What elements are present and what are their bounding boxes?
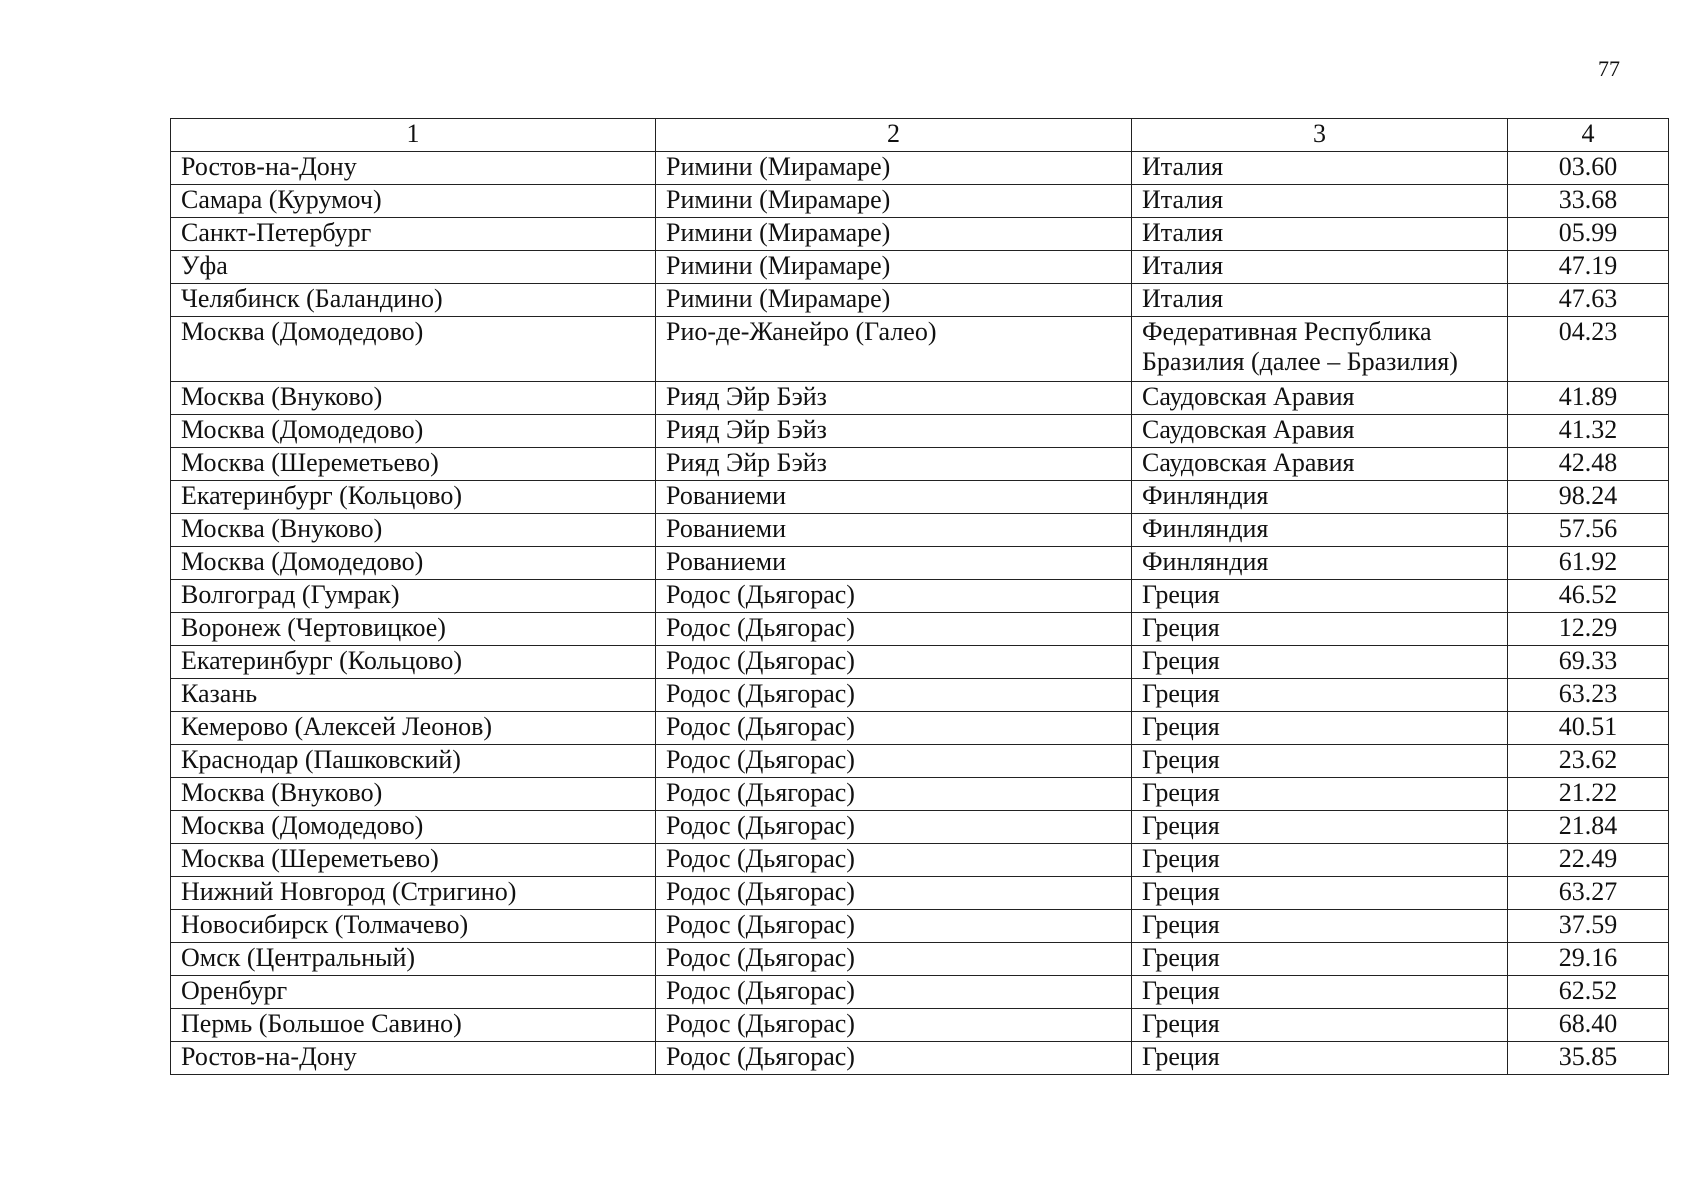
destination-airport-cell: Родос (Дьягорас)	[656, 811, 1132, 844]
country-cell: Греция	[1132, 646, 1508, 679]
code-cell: 29.16	[1508, 943, 1669, 976]
destination-airport-cell: Рованиеми	[656, 547, 1132, 580]
country-cell: Греция	[1132, 1009, 1508, 1042]
departure-city-cell: Воронеж (Чертовицкое)	[171, 613, 656, 646]
country-cell: Греция	[1132, 778, 1508, 811]
code-cell: 63.23	[1508, 679, 1669, 712]
table-header-row	[171, 119, 1669, 152]
table-row	[171, 844, 1669, 877]
routes-table	[170, 118, 1669, 1075]
code-cell: 46.52	[1508, 580, 1669, 613]
table-row	[171, 778, 1669, 811]
destination-airport-cell: Римини (Мирамаре)	[656, 251, 1132, 284]
table-body	[171, 152, 1669, 1075]
destination-airport-cell: Римини (Мирамаре)	[656, 284, 1132, 317]
destination-airport-cell: Родос (Дьягорас)	[656, 877, 1132, 910]
table-row	[171, 481, 1669, 514]
table-row	[171, 317, 1669, 382]
country-cell: Финляндия	[1132, 547, 1508, 580]
destination-airport-cell: Рио-де-Жанейро (Галео)	[656, 317, 1132, 382]
country-cell: Греция	[1132, 712, 1508, 745]
code-cell: 03.60	[1508, 152, 1669, 185]
departure-city-cell: Казань	[171, 679, 656, 712]
table-row	[171, 745, 1669, 778]
country-cell: Греция	[1132, 1042, 1508, 1075]
column-header-1: 1	[171, 119, 656, 152]
destination-airport-cell: Родос (Дьягорас)	[656, 910, 1132, 943]
table-row	[171, 811, 1669, 844]
table-row	[171, 218, 1669, 251]
code-cell: 21.22	[1508, 778, 1669, 811]
destination-airport-cell: Родос (Дьягорас)	[656, 712, 1132, 745]
code-cell: 47.63	[1508, 284, 1669, 317]
code-cell: 37.59	[1508, 910, 1669, 943]
code-cell: 35.85	[1508, 1042, 1669, 1075]
departure-city-cell: Ростов-на-Дону	[171, 152, 656, 185]
table-row	[171, 284, 1669, 317]
column-header-3: 3	[1132, 119, 1508, 152]
country-cell: Саудовская Аравия	[1132, 448, 1508, 481]
table-row	[171, 415, 1669, 448]
code-cell: 62.52	[1508, 976, 1669, 1009]
table-row	[171, 976, 1669, 1009]
departure-city-cell: Нижний Новгород (Стригино)	[171, 877, 656, 910]
code-cell: 57.56	[1508, 514, 1669, 547]
destination-airport-cell: Рованиеми	[656, 514, 1132, 547]
departure-city-cell: Самара (Курумоч)	[171, 185, 656, 218]
country-cell: Греция	[1132, 811, 1508, 844]
country-cell: Финляндия	[1132, 481, 1508, 514]
departure-city-cell: Омск (Центральный)	[171, 943, 656, 976]
table-row	[171, 382, 1669, 415]
destination-airport-cell: Родос (Дьягорас)	[656, 976, 1132, 1009]
table-row	[171, 679, 1669, 712]
code-cell: 33.68	[1508, 185, 1669, 218]
departure-city-cell: Оренбург	[171, 976, 656, 1009]
destination-airport-cell: Рияд Эйр Бэйз	[656, 382, 1132, 415]
code-cell: 04.23	[1508, 317, 1669, 382]
table-row	[171, 646, 1669, 679]
table-row	[171, 613, 1669, 646]
code-cell: 68.40	[1508, 1009, 1669, 1042]
destination-airport-cell: Родос (Дьягорас)	[656, 679, 1132, 712]
country-cell: Греция	[1132, 910, 1508, 943]
country-cell: Саудовская Аравия	[1132, 415, 1508, 448]
destination-airport-cell: Рияд Эйр Бэйз	[656, 415, 1132, 448]
departure-city-cell: Челябинск (Баландино)	[171, 284, 656, 317]
code-cell: 05.99	[1508, 218, 1669, 251]
table-row	[171, 1009, 1669, 1042]
country-cell: Греция	[1132, 844, 1508, 877]
country-cell: Греция	[1132, 679, 1508, 712]
table-row	[171, 877, 1669, 910]
destination-airport-cell: Рияд Эйр Бэйз	[656, 448, 1132, 481]
country-cell: Греция	[1132, 745, 1508, 778]
departure-city-cell: Уфа	[171, 251, 656, 284]
destination-airport-cell: Рованиеми	[656, 481, 1132, 514]
destination-airport-cell: Родос (Дьягорас)	[656, 646, 1132, 679]
country-cell: Италия	[1132, 251, 1508, 284]
code-cell: 63.27	[1508, 877, 1669, 910]
departure-city-cell: Пермь (Большое Савино)	[171, 1009, 656, 1042]
code-cell: 42.48	[1508, 448, 1669, 481]
departure-city-cell: Санкт-Петербург	[171, 218, 656, 251]
country-cell: Федеративная Республика Бразилия (далее – Бразилия)	[1132, 317, 1508, 382]
departure-city-cell: Москва (Внуково)	[171, 514, 656, 547]
destination-airport-cell: Родос (Дьягорас)	[656, 844, 1132, 877]
code-cell: 69.33	[1508, 646, 1669, 679]
country-cell: Италия	[1132, 218, 1508, 251]
table-row	[171, 185, 1669, 218]
code-cell: 41.89	[1508, 382, 1669, 415]
destination-airport-cell: Родос (Дьягорас)	[656, 943, 1132, 976]
table-row	[171, 943, 1669, 976]
departure-city-cell: Ростов-на-Дону	[171, 1042, 656, 1075]
destination-airport-cell: Родос (Дьягорас)	[656, 580, 1132, 613]
departure-city-cell: Москва (Шереметьево)	[171, 448, 656, 481]
country-cell: Греция	[1132, 877, 1508, 910]
departure-city-cell: Москва (Домодедово)	[171, 415, 656, 448]
country-cell: Италия	[1132, 152, 1508, 185]
country-cell: Финляндия	[1132, 514, 1508, 547]
code-cell: 61.92	[1508, 547, 1669, 580]
table-row	[171, 1042, 1669, 1075]
code-cell: 98.24	[1508, 481, 1669, 514]
country-cell: Греция	[1132, 943, 1508, 976]
departure-city-cell: Новосибирск (Толмачево)	[171, 910, 656, 943]
code-cell: 47.19	[1508, 251, 1669, 284]
code-cell: 22.49	[1508, 844, 1669, 877]
column-header-2: 2	[656, 119, 1132, 152]
table-row	[171, 712, 1669, 745]
destination-airport-cell: Родос (Дьягорас)	[656, 778, 1132, 811]
departure-city-cell: Москва (Внуково)	[171, 382, 656, 415]
table-row	[171, 448, 1669, 481]
departure-city-cell: Волгоград (Гумрак)	[171, 580, 656, 613]
departure-city-cell: Кемерово (Алексей Леонов)	[171, 712, 656, 745]
destination-airport-cell: Родос (Дьягорас)	[656, 1042, 1132, 1075]
table-row	[171, 547, 1669, 580]
code-cell: 21.84	[1508, 811, 1669, 844]
country-cell: Греция	[1132, 580, 1508, 613]
destination-airport-cell: Римини (Мирамаре)	[656, 218, 1132, 251]
table-row	[171, 910, 1669, 943]
country-cell: Саудовская Аравия	[1132, 382, 1508, 415]
column-header-4: 4	[1508, 119, 1669, 152]
table-row	[171, 514, 1669, 547]
departure-city-cell: Москва (Домодедово)	[171, 317, 656, 382]
destination-airport-cell: Родос (Дьягорас)	[656, 1009, 1132, 1042]
table-row	[171, 251, 1669, 284]
departure-city-cell: Краснодар (Пашковский)	[171, 745, 656, 778]
destination-airport-cell: Родос (Дьягорас)	[656, 745, 1132, 778]
table-row	[171, 152, 1669, 185]
departure-city-cell: Екатеринбург (Кольцово)	[171, 646, 656, 679]
code-cell: 23.62	[1508, 745, 1669, 778]
country-cell: Греция	[1132, 976, 1508, 1009]
country-cell: Италия	[1132, 185, 1508, 218]
destination-airport-cell: Римини (Мирамаре)	[656, 152, 1132, 185]
departure-city-cell: Москва (Внуково)	[171, 778, 656, 811]
country-cell: Греция	[1132, 613, 1508, 646]
destination-airport-cell: Римини (Мирамаре)	[656, 185, 1132, 218]
destination-airport-cell: Родос (Дьягорас)	[656, 613, 1132, 646]
code-cell: 12.29	[1508, 613, 1669, 646]
departure-city-cell: Екатеринбург (Кольцово)	[171, 481, 656, 514]
country-cell: Италия	[1132, 284, 1508, 317]
departure-city-cell: Москва (Домодедово)	[171, 811, 656, 844]
table-row	[171, 580, 1669, 613]
code-cell: 40.51	[1508, 712, 1669, 745]
departure-city-cell: Москва (Шереметьево)	[171, 844, 656, 877]
page-number: 77	[1598, 56, 1620, 81]
code-cell: 41.32	[1508, 415, 1669, 448]
departure-city-cell: Москва (Домодедово)	[171, 547, 656, 580]
